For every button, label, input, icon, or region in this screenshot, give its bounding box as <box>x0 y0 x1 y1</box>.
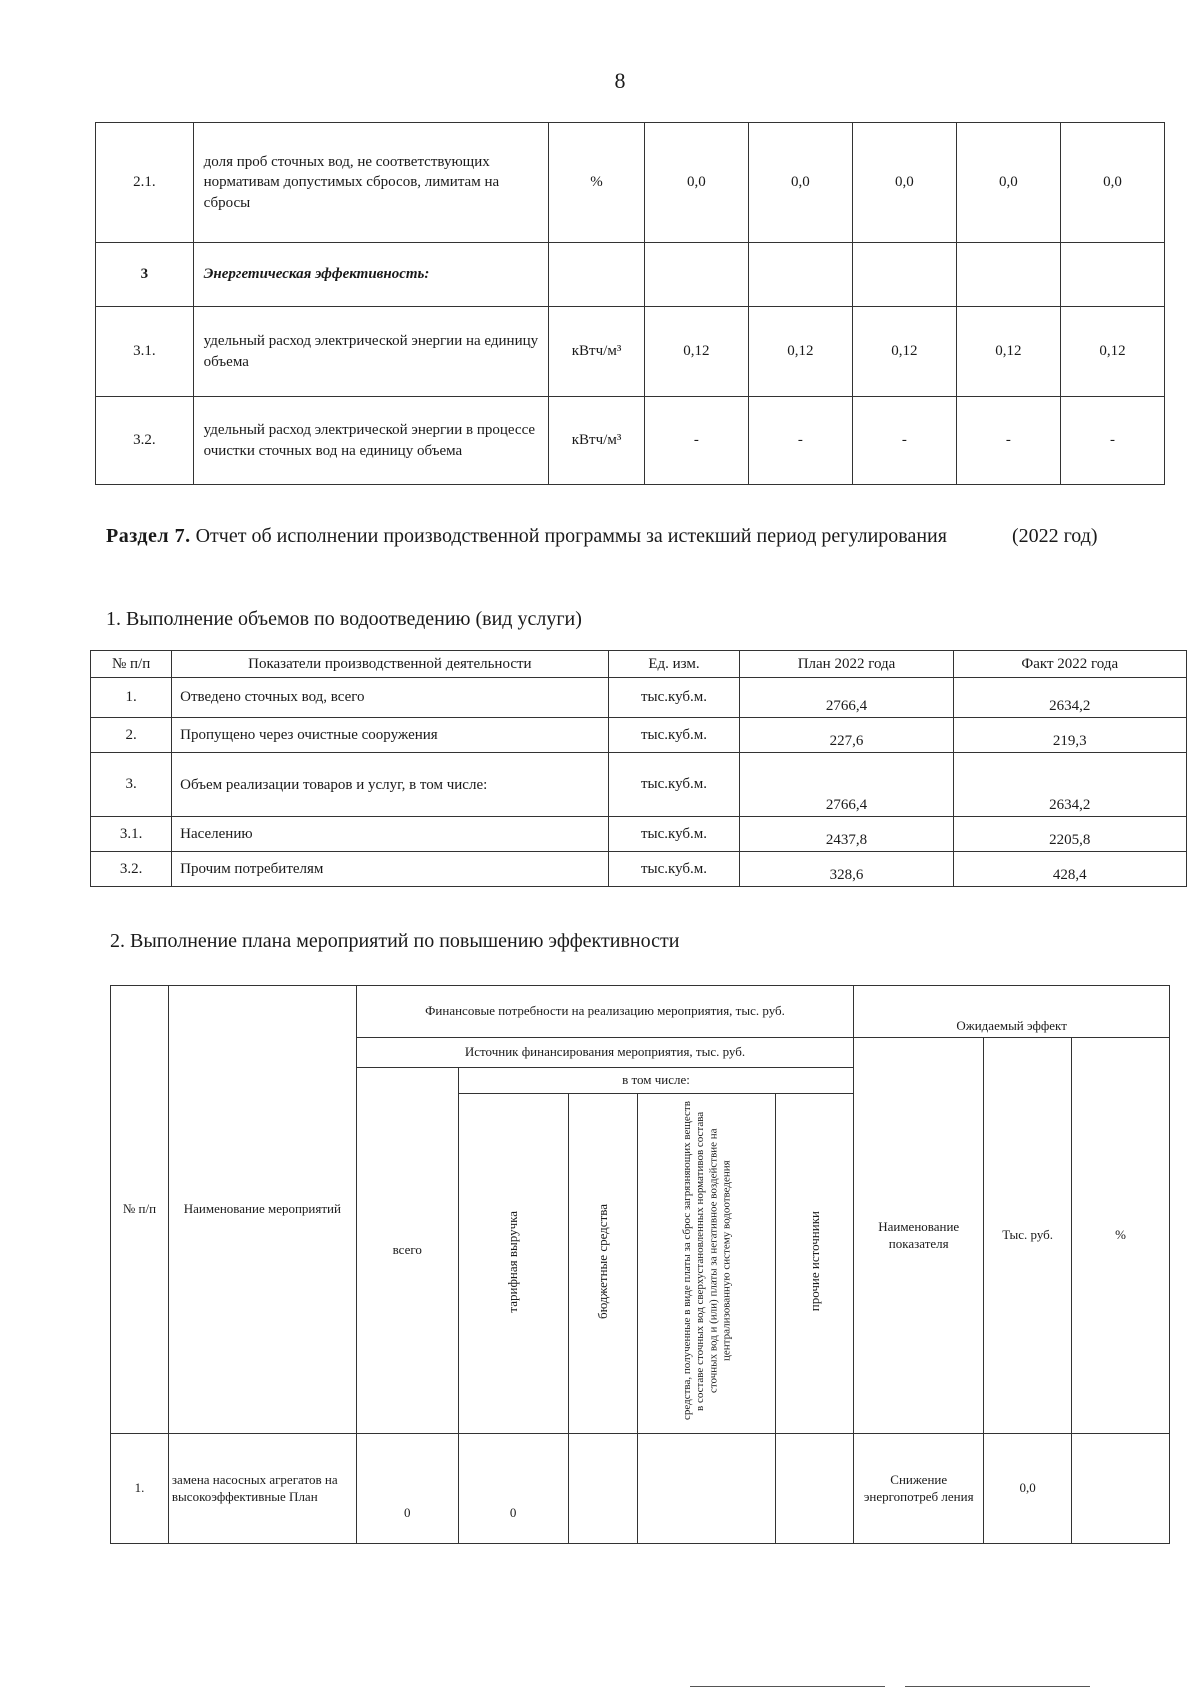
column-header <box>568 1094 638 1434</box>
signature-line <box>690 1686 885 1687</box>
value: 0,12 <box>852 307 956 397</box>
row-number: 3.1. <box>91 817 172 852</box>
row-number: 3.2. <box>91 852 172 887</box>
value: 0,12 <box>956 307 1060 397</box>
value: - <box>956 397 1060 485</box>
value: 0,0 <box>748 123 852 243</box>
row-number: 2.1. <box>96 123 194 243</box>
value <box>748 243 852 307</box>
section-title: Энергетическая эффективность: <box>193 243 549 307</box>
column-header: Ожидаемый эффект <box>854 986 1170 1038</box>
column-header: № п/п <box>111 986 169 1434</box>
indicator-name: Отведено сточных вод, всего <box>172 678 608 718</box>
fact-value: 2634,2 <box>953 678 1186 718</box>
page-number: 8 <box>614 68 626 93</box>
value: - <box>1060 397 1164 485</box>
plan-value: 227,6 <box>740 718 953 753</box>
table-header-row <box>91 651 1187 678</box>
indicator-name: удельный расход электрической энергии в процессе очистки сточных вод на единицу объема <box>193 397 549 485</box>
value <box>644 243 748 307</box>
value: - <box>748 397 852 485</box>
plan-value: 2766,4 <box>740 753 953 817</box>
column-header: % <box>1072 1038 1170 1434</box>
indicator-name: Пропущено через очистные сооружения <box>172 718 608 753</box>
unit: кВтч/м³ <box>549 307 645 397</box>
value <box>956 243 1060 307</box>
value: 0,12 <box>748 307 852 397</box>
indicator-name: удельный расход электрической энергии на единицу объема <box>193 307 549 397</box>
unit: тыс.куб.м. <box>608 678 740 718</box>
column-header: Ед. изм. <box>608 651 740 678</box>
column-header: Показатели производственной деятельности <box>172 651 608 678</box>
section-text: Отчет об исполнении производственной программы за истекший период регулирования <box>195 525 947 547</box>
vertical-header: прочие источники <box>806 1211 822 1312</box>
unit: тыс.куб.м. <box>608 718 740 753</box>
column-header: Источник финансирования мероприятия, тыс. руб. <box>356 1038 853 1068</box>
column-header: Факт 2022 года <box>953 651 1186 678</box>
table-row <box>91 753 1187 817</box>
column-header <box>458 1094 568 1434</box>
table-row <box>91 817 1187 852</box>
tariff-value: 0 <box>458 1434 568 1544</box>
column-header: Финансовые потребности на реализацию мероприятия, тыс. руб. <box>356 986 853 1038</box>
table-row <box>96 243 1165 307</box>
section-7-heading <box>106 522 1146 550</box>
volumes-table <box>90 650 1187 887</box>
column-header: всего <box>356 1068 458 1434</box>
plan-value: 328,6 <box>740 852 953 887</box>
plan-value: 2437,8 <box>740 817 953 852</box>
value: 0,0 <box>956 123 1060 243</box>
budget-value <box>568 1434 638 1544</box>
plan-value: 2766,4 <box>740 678 953 718</box>
indicator-name: Прочим потребителям <box>172 852 608 887</box>
fees-value <box>638 1434 776 1544</box>
section-label: Раздел 7. <box>106 525 191 547</box>
indicator-name: доля проб сточных вод, не соответствующих нормативам допустимых сбросов, лимитам на сбросы <box>193 123 549 243</box>
row-number: 1. <box>111 1434 169 1544</box>
unit: кВтч/м³ <box>549 397 645 485</box>
value: - <box>644 397 748 485</box>
indicator-name: Населению <box>172 817 608 852</box>
row-number: 3.2. <box>96 397 194 485</box>
row-number: 2. <box>91 718 172 753</box>
value: - <box>852 397 956 485</box>
table-header-row <box>111 986 1170 1038</box>
value: 0,0 <box>852 123 956 243</box>
unit: тыс.куб.м. <box>608 817 740 852</box>
fact-value: 2205,8 <box>953 817 1186 852</box>
column-header: План 2022 года <box>740 651 953 678</box>
column-header: № п/п <box>91 651 172 678</box>
vertical-header: тарифная выручка <box>505 1210 521 1313</box>
row-number: 3.1. <box>96 307 194 397</box>
unit: % <box>549 123 645 243</box>
fact-value: 2634,2 <box>953 753 1186 817</box>
table-row <box>96 307 1165 397</box>
value <box>852 243 956 307</box>
table-row <box>111 1434 1170 1544</box>
total-value: 0 <box>356 1434 458 1544</box>
row-number: 3. <box>91 753 172 817</box>
value <box>1060 243 1164 307</box>
fact-value: 428,4 <box>953 852 1186 887</box>
table-row <box>96 123 1165 243</box>
column-header: Наименование мероприятий <box>168 986 356 1434</box>
column-header <box>776 1094 854 1434</box>
table-row <box>91 852 1187 887</box>
table-row <box>96 397 1165 485</box>
row-number: 3 <box>96 243 194 307</box>
value: 0,12 <box>1060 307 1164 397</box>
measures-table <box>110 985 1170 1544</box>
subsection-1-title: 1. Выполнение объемов по водоотведению (вид услуги) <box>106 608 582 630</box>
value: 0,0 <box>644 123 748 243</box>
value: 0,12 <box>644 307 748 397</box>
column-header: Наименование показателя <box>854 1038 984 1434</box>
column-header: Тыс. руб. <box>984 1038 1072 1434</box>
unit: тыс.куб.м. <box>608 852 740 887</box>
table-row <box>91 678 1187 718</box>
indicator-name: Снижение энергопотреб ления <box>854 1434 984 1544</box>
performance-indicators-table <box>95 122 1165 485</box>
vertical-header: средства, полученные в виде платы за сброс загрязняющих веществ в составе сточных вод сверхустановленных нормативов состава сточных вод и (или) платы за негативное воздействие на централизованную систему водоотведения <box>680 1101 733 1421</box>
column-header: в том числе: <box>458 1068 854 1094</box>
row-number: 1. <box>91 678 172 718</box>
effect-pct-value <box>1072 1434 1170 1544</box>
value: 0,0 <box>1060 123 1164 243</box>
effect-rub-value: 0,0 <box>984 1434 1072 1544</box>
indicator-name: Объем реализации товаров и услуг, в том числе: <box>172 753 608 817</box>
section-year: (2022 год) <box>1011 525 1098 547</box>
other-value <box>776 1434 854 1544</box>
unit: тыс.куб.м. <box>608 753 740 817</box>
column-header <box>638 1094 776 1434</box>
unit <box>549 243 645 307</box>
table-row <box>91 718 1187 753</box>
subsection-2-title: 2. Выполнение плана мероприятий по повышению эффективности <box>110 930 680 952</box>
fact-value: 219,3 <box>953 718 1186 753</box>
measure-name: замена насосных агрегатов на высокоэффективные План <box>168 1434 356 1544</box>
vertical-header: бюджетные средства <box>595 1203 611 1319</box>
signature-line <box>905 1686 1090 1687</box>
